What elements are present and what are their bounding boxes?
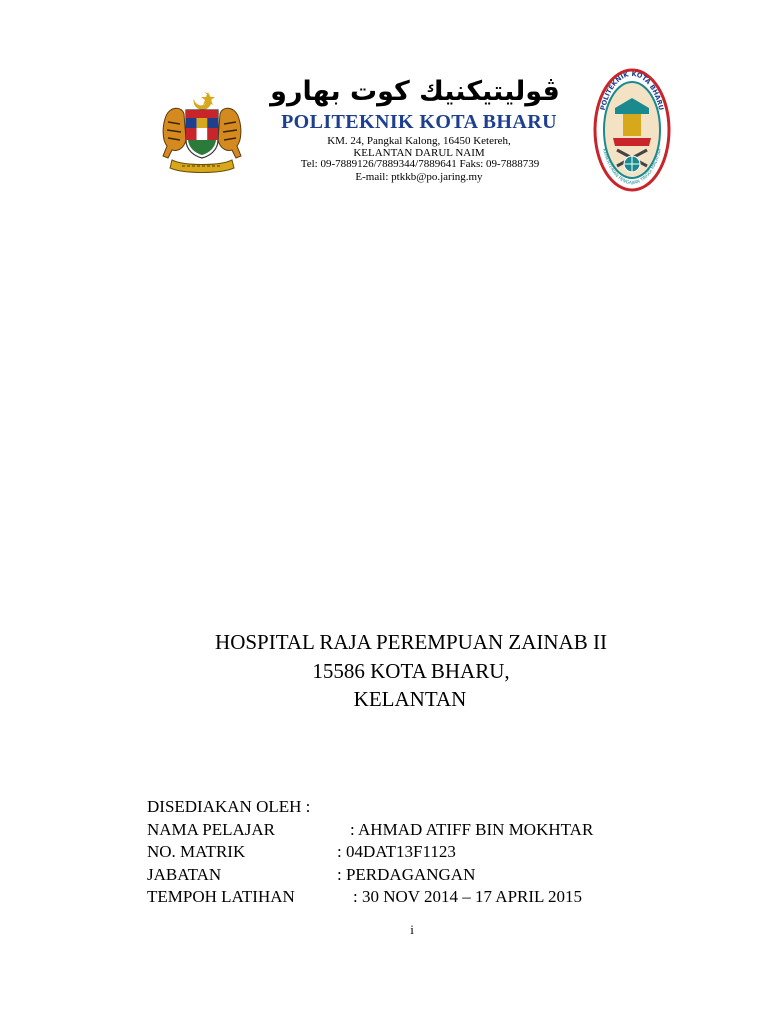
institution-name: POLITEKNIK KOTA BHARU [281,111,557,133]
department-value: : PERDAGANGAN [337,864,476,884]
info-row-department [147,864,667,887]
address-line-2: KELANTAN DARUL NAIM [353,147,485,159]
matric-no-label: NO. MATRIK [147,842,246,861]
matric-no-value: : 04DAT13F1123 [337,842,456,861]
placement-postcode-city: 15586 KOTA BHARU, [312,659,510,683]
info-row-training-period [147,886,667,909]
malaysia-coat-of-arms-icon [160,88,244,174]
institution-name-jawi: ڤوليتيكنيك كوت بهارو [270,76,560,107]
training-period-value: : 30 NOV 2014 – 17 APRIL 2015 [353,887,583,906]
page-number: i [410,922,414,937]
politeknik-kota-bharu-logo-icon [593,68,671,192]
info-row-matric-no [147,841,667,864]
email-line: E-mail: ptkkb@po.jaring.my [355,171,483,183]
letterhead [0,0,768,210]
address-line-1: KM. 24, Pangkal Kalong, 16450 Ketereh, [327,135,511,147]
student-name-value: : AHMAD ATIFF BIN MOKHTAR [350,819,594,839]
placement-state: KELANTAN [353,687,467,711]
training-period-label: TEMPOH LATIHAN [147,887,295,906]
logo-ring-bottom-text: KEMENTERIAN PENGAJIAN TINGGI MALAYSIA [601,148,663,187]
prepared-by-section [147,796,667,909]
prepared-by-heading: DISEDIAKAN OLEH : [147,797,311,816]
department-label: JABATAN [147,864,222,884]
prepared-by-heading-row [147,796,667,819]
phone-fax-line: Tel: 09-7889126/7889344/7889641 Faks: 09-7888739 [300,158,540,170]
placement-name: HOSPITAL RAJA PEREMPUAN ZAINAB II [215,630,607,654]
logo-ring-top-text: POLITEKNIK KOTA BHARU [598,69,666,112]
info-row-student-name [147,819,667,842]
student-name-label: NAMA PELAJAR [147,819,275,839]
